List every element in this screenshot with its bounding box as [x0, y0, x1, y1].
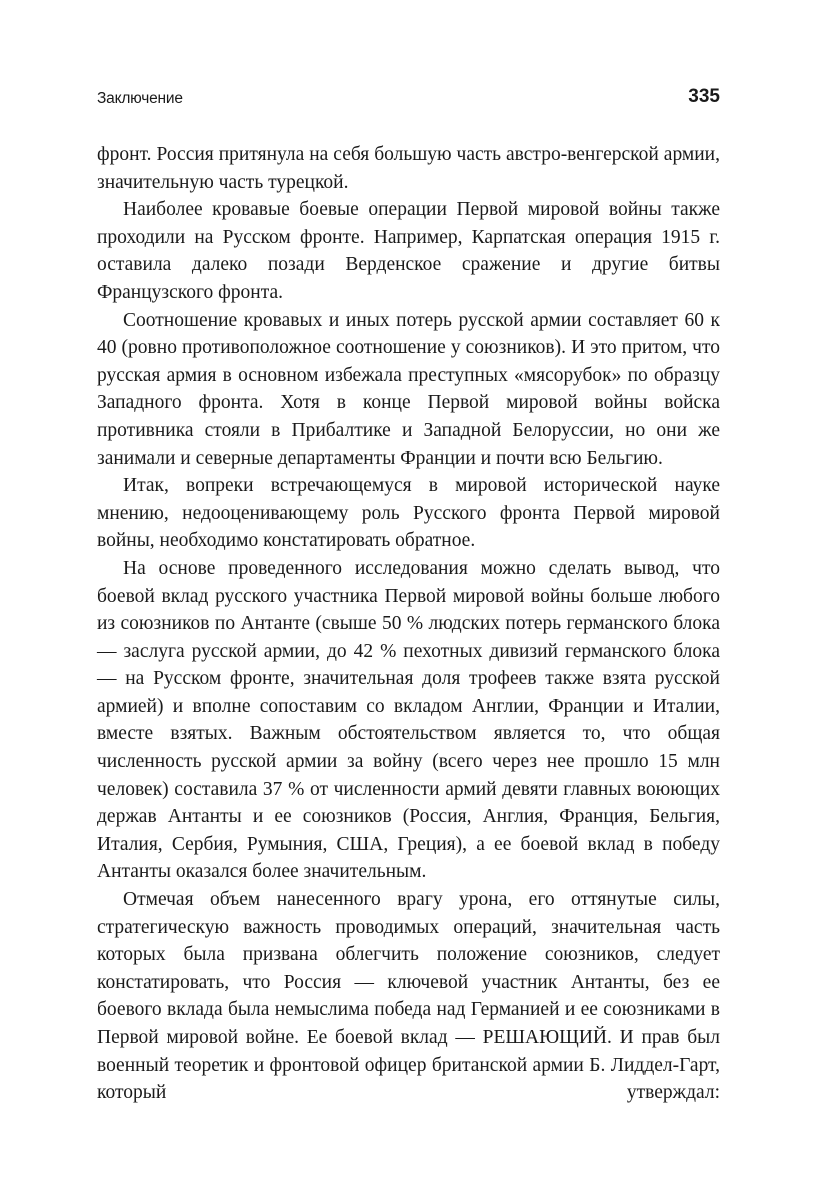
- running-header: [97, 86, 720, 114]
- paragraph-5: На основе проведенного исследования можно сделать вывод, что боевой вклад русского участника Первой мировой войны больше любого из союзников по Антанте (свыше 50 % людских потерь германского блока — заслуга русской армии, до 42 % пехотных дивизий германского блока — на Русском фронте, значительная доля трофеев также взята русской армией) и вполне сопоставим со вкладом Англии, Франции и Италии, вместе взятых. Важным обстоятельством является то, что общая численность русской армии за войну (всего через нее прошло 15 млн человек) составила 37 % от численности армий девяти главных воюющих держав Антанты и ее союзников (Россия, Англия, Франция, Бельгия, Италия, Сербия, Румыния, США, Греция), а ее боевой вклад в победу Антанты оказался более значительным.: [97, 557, 720, 883]
- body-text: [97, 141, 720, 1107]
- section-title: Заключение: [97, 90, 183, 107]
- paragraph-1: фронт. Россия притянула на себя большую часть австро-венгерской армии, значительную часть турецкой.: [97, 144, 720, 193]
- paragraph-3: Соотношение кровавых и иных потерь русской армии составляет 60 к 40 (ровно противоположное соотношение у союзников). И это притом, что русская армия в основном избежала преступных «мясорубок» по образцу Западного фронта. Хотя в конце Первой мировой войны войска противника стояли в Прибалтике и Западной Белоруссии, но они же занимали и северные департаменты Франции и почти всю Бельгию.: [97, 309, 720, 469]
- paragraph-6: Отмечая объем нанесенного врагу урона, его оттянутые силы, стратегическую важность проводимых операций, значительная часть которых была призвана облегчить положение союзников, следует констатировать, что Россия — ключевой участник Антанты, без ее боевого вклада была немыслима победа над Германией и ее союзниками в Первой мировой войне. Ее боевой вклад — РЕШАЮЩИЙ. И прав был военный теоретик и фронтовой офицер британской армии Б. Лиддел-Гарт, который утверждал:: [97, 889, 720, 1104]
- page-number: 335: [688, 86, 720, 107]
- paragraph-4: Итак, вопреки встречающемуся в мировой исторической науке мнению, недооценивающему роль Русского фронта Первой мировой войны, необходимо констатировать обратное.: [97, 475, 720, 552]
- paragraph-2: Наиболее кровавые боевые операции Первой мировой войны также проходили на Русском фронте. Например, Карпатская операция 1915 г. оставила далеко позади Верденское сражение и другие битвы Французского фронта.: [97, 199, 720, 303]
